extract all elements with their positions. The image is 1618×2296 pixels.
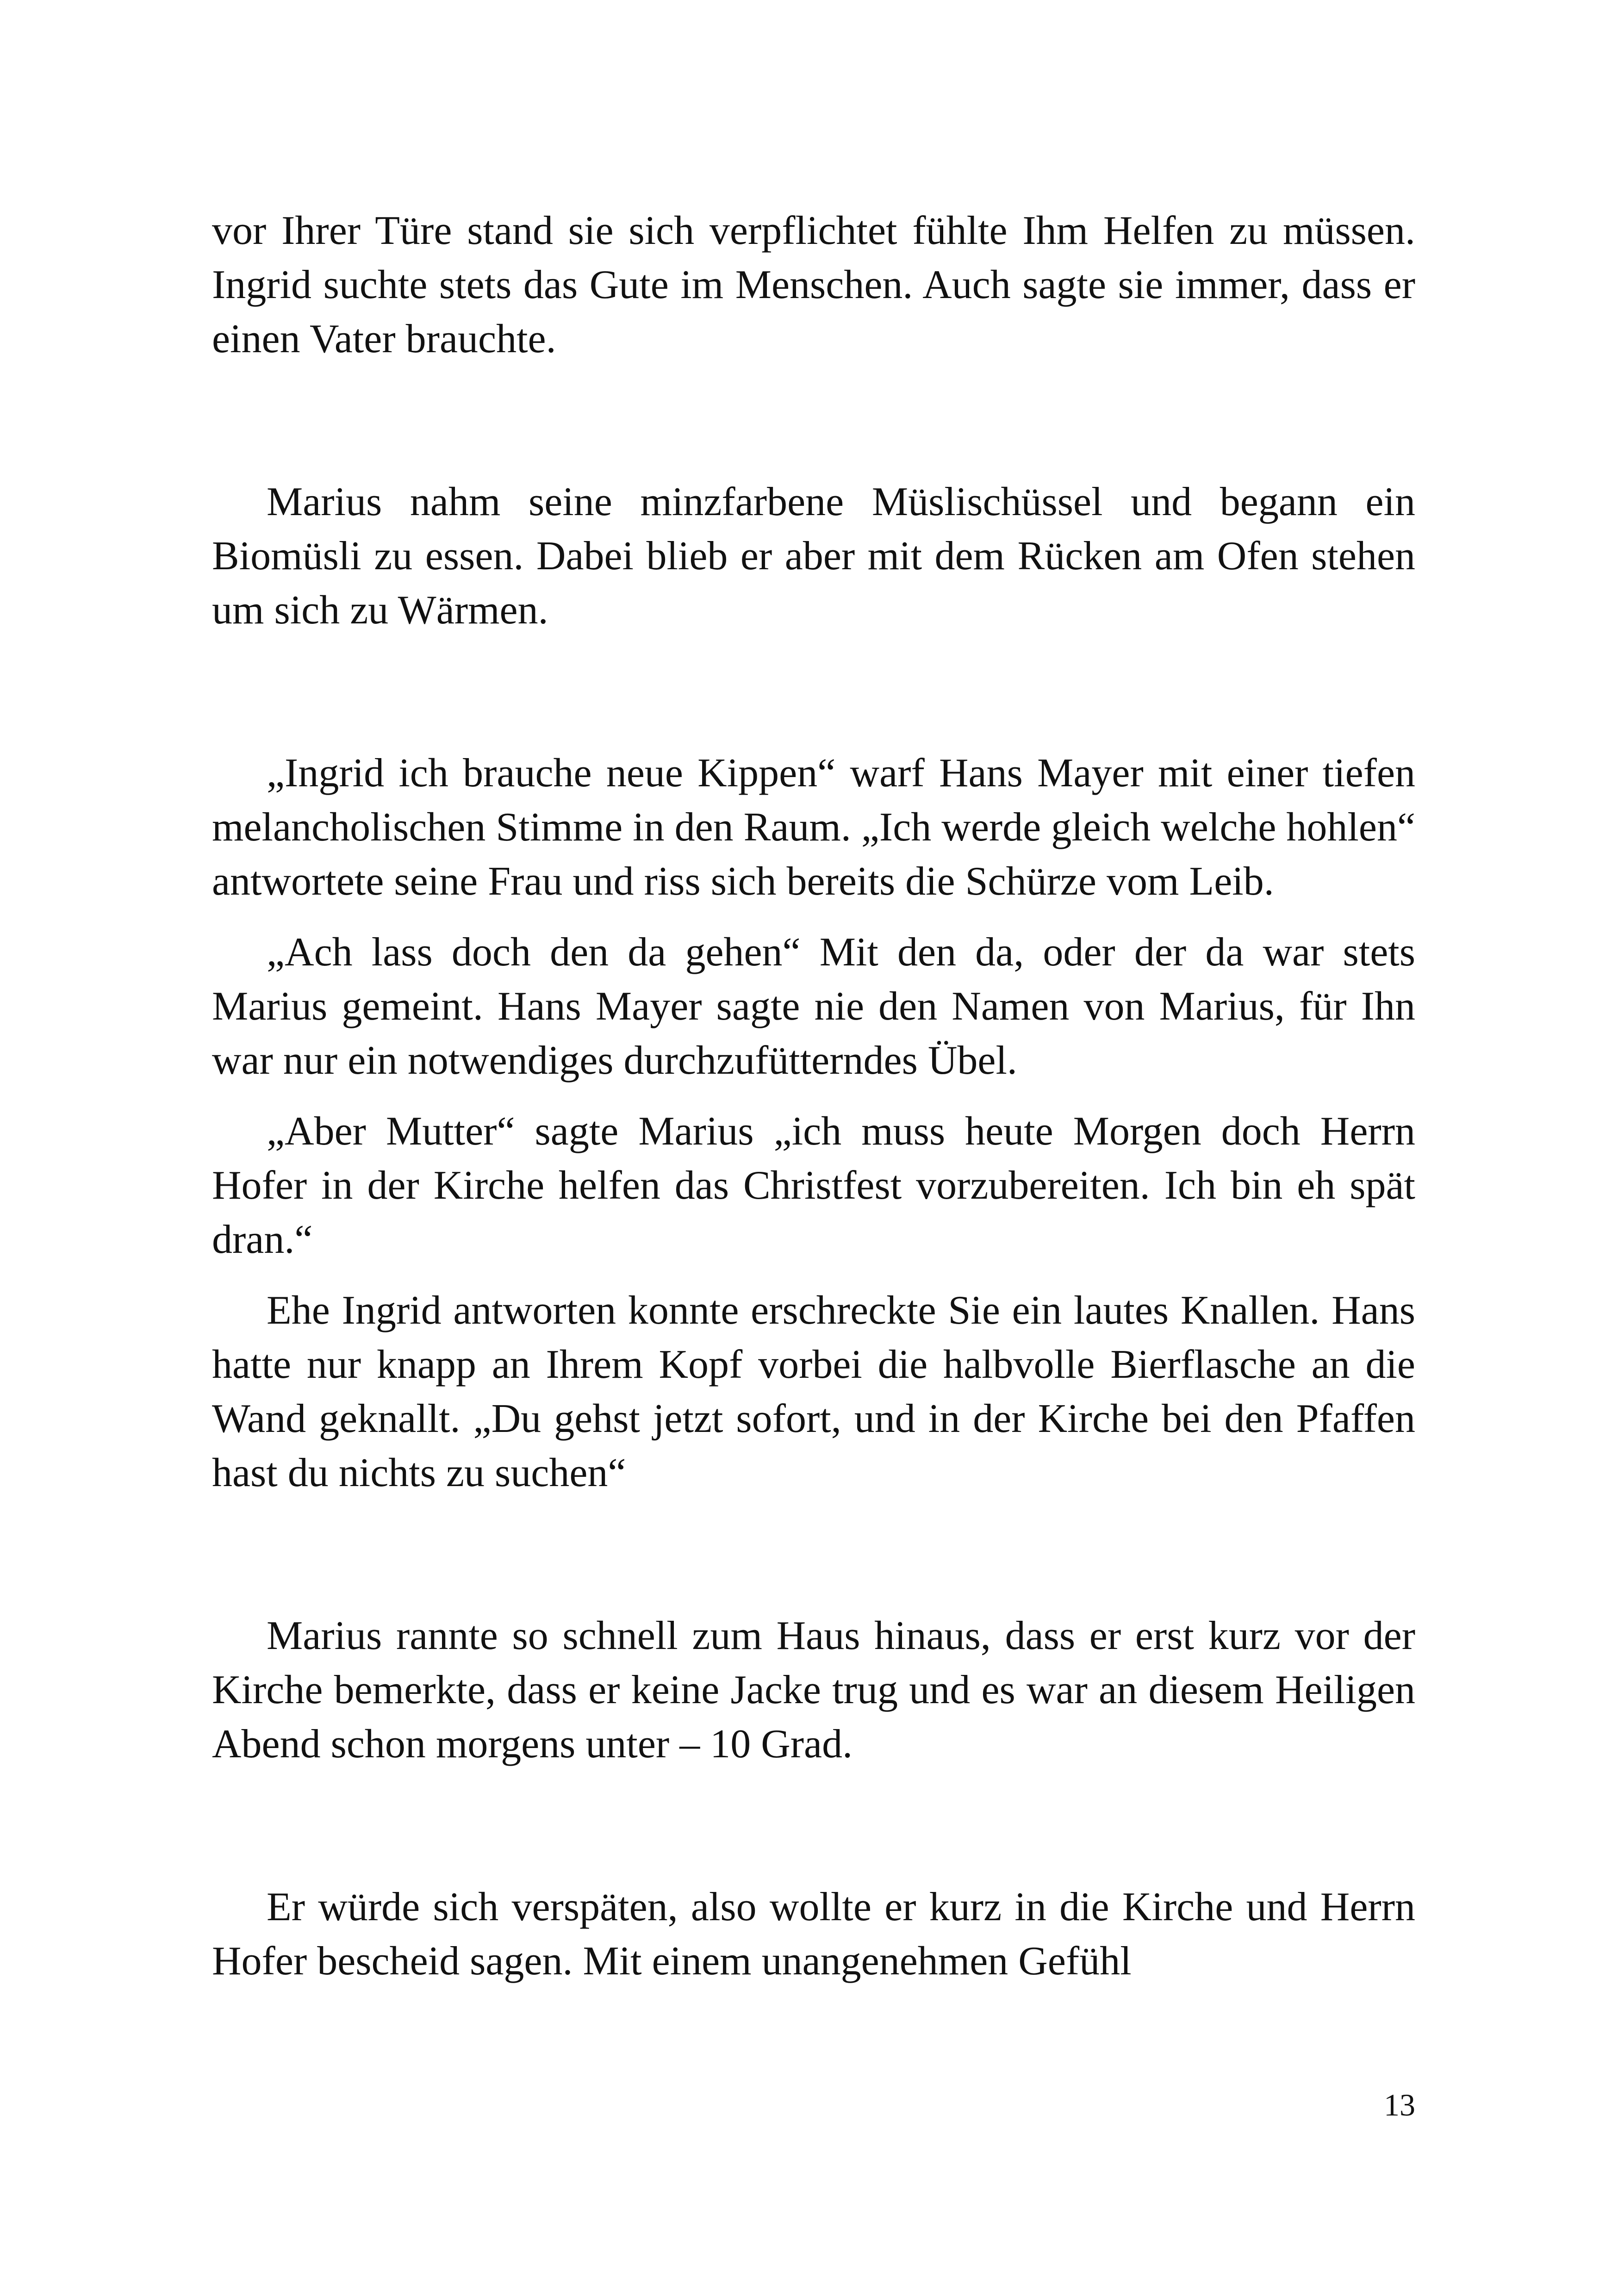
- paragraph-2: Marius nahm seine minzfarbene Müslischüssel und begann ein Biomüsli zu essen. Dabei blieb er aber mit dem Rücken am Ofen stehen um sich zu Wärmen.: [212, 479, 1415, 633]
- paragraph-5: „Aber Mutter“ sagte Marius „ich muss heute Morgen doch Herrn Hofer in der Kirche helfen das Christfest vorzubereiten. Ich bin eh spät dran.“: [212, 1109, 1415, 1262]
- paragraph-4: „Ach lass doch den da gehen“ Mit den da, oder der da war stets Marius gemeint. Hans Mayer sagte nie den Namen von Marius, für Ihn war nur ein notwendiges durchzufütterndes Übel.: [212, 930, 1415, 1083]
- paragraph-7: Marius rannte so schnell zum Haus hinaus, dass er erst kurz vor der Kirche bemerkte, dass er keine Jacke trug und es war an diesem Heiligen Abend schon morgens unter – 10 Grad.: [212, 1613, 1415, 1767]
- paragraph-1: vor Ihrer Türe stand sie sich verpflichtet fühlte Ihm Helfen zu müssen. Ingrid suchte stets das Gute im Menschen. Auch sagte sie immer, dass er einen Vater brauchte.: [212, 208, 1415, 361]
- paragraph-8: Er würde sich verspäten, also wollte er kurz in die Kirche und Herrn Hofer bescheid sagen. Mit einem unangenehmen Gefühl: [212, 1885, 1415, 1984]
- paragraph-6: Ehe Ingrid antworten konnte erschreckte Sie ein lautes Knallen. Hans hatte nur knapp an Ihrem Kopf vorbei die halbvolle Bierflasche an die Wand geknallt. „Du gehst jetzt sofort, und in der Kirche bei den Pfaffen hast du nichts zu suchen“: [212, 1288, 1415, 1495]
- body-text: [212, 204, 1415, 1988]
- paragraph-3: „Ingrid ich brauche neue Kippen“ warf Hans Mayer mit einer tiefen melancholischen Stimme in den Raum. „Ich werde gleich welche hohlen“ antwortete seine Frau und riss sich bereits die Schürze vom Leib.: [212, 751, 1415, 904]
- page-number: 13: [1384, 2087, 1415, 2122]
